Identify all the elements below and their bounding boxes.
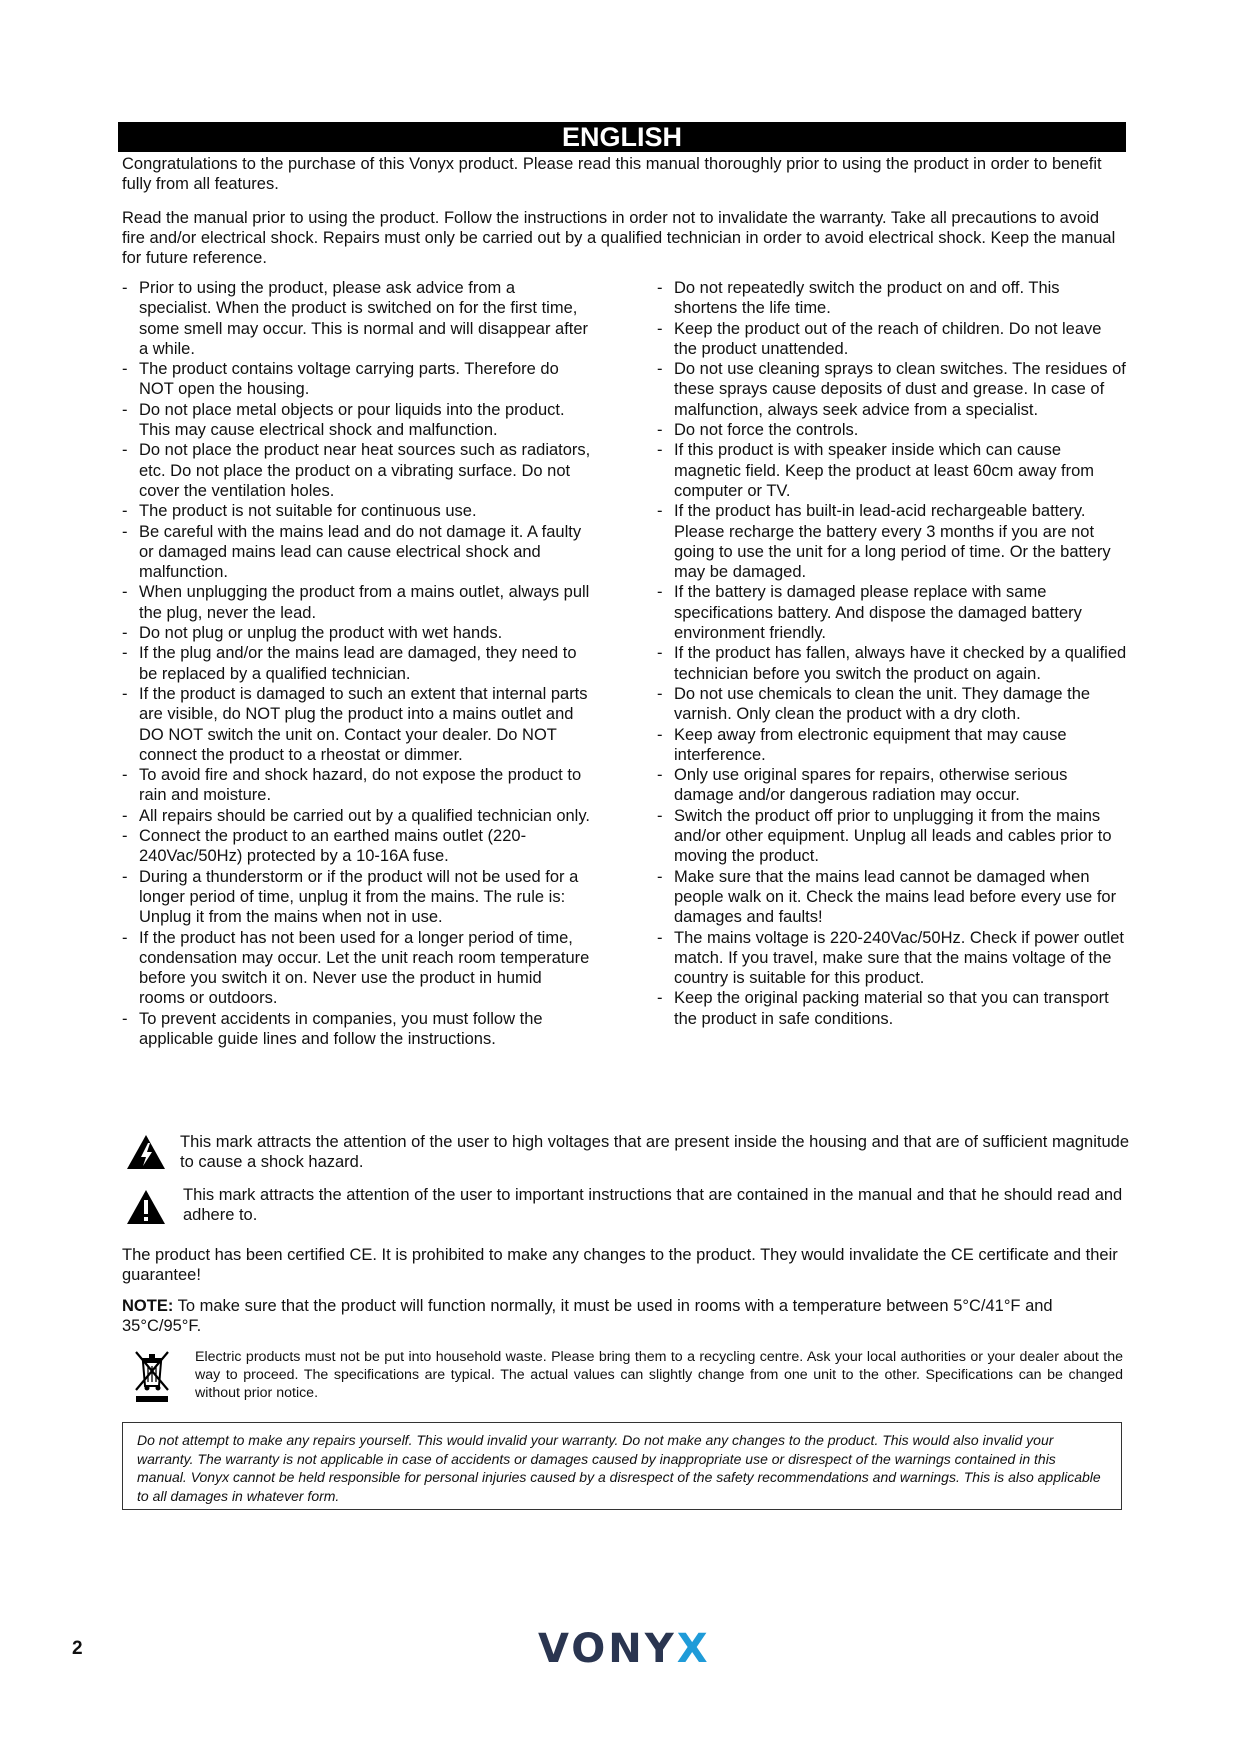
instruction-item: - The product is not suitable for continuous use.: [122, 501, 592, 521]
instruction-item: - If the product has not been used for a longer period of time, condensation may occur. Let the unit reach room temperature before you switch it on. Never use the product in humid rooms or outdoors.: [122, 928, 592, 1009]
instruction-item: - Do not plug or unplug the product with wet hands.: [122, 623, 592, 643]
weee-bin-icon: [130, 1346, 175, 1406]
instruction-item: - To prevent accidents in companies, you must follow the applicable guide lines and follow the instructions.: [122, 1009, 592, 1050]
logo-x-mark: X: [676, 1626, 711, 1672]
weee-disposal-text: Electric products must not be put into household waste. Please bring them to a recycling centre. Ask your local authorities or your dealer about the way to proceed. The specifications are typical. The actual values can slightly change from one unit to the other. Specifications can be changed without prior notice.: [195, 1349, 1123, 1401]
instruction-item: - When unplugging the product from a mains outlet, always pull the plug, never the lead.: [122, 582, 592, 623]
section-header: ENGLISH: [118, 122, 1126, 152]
instruction-item: - Be careful with the mains lead and do not damage it. A faulty or damaged mains lead can cause electrical shock and malfunction.: [122, 522, 592, 583]
note-label: NOTE:: [122, 1297, 174, 1315]
instruction-item: - Prior to using the product, please ask advice from a specialist. When the product is switched on for the first time, some smell may occur. This is normal and will disappear after a while.: [122, 278, 592, 359]
instruction-item: - If the product has fallen, always have it checked by a qualified technician before you switch the product on again.: [657, 643, 1127, 684]
vonyx-logo: [538, 1626, 711, 1670]
instruction-item: - The product contains voltage carrying parts. Therefore do NOT open the housing.: [122, 359, 592, 400]
high-voltage-warning-icon: [126, 1134, 166, 1170]
important-mark-text: This mark attracts the attention of the user to important instructions that are contained in the manual and that he should read and adhere to.: [183, 1186, 1123, 1224]
note-paragraph: [122, 1296, 1122, 1336]
instruction-item: - If the product is damaged to such an extent that internal parts are visible, do NOT plug the product into a mains outlet and DO NOT switch the unit on. Contact your dealer. Do NOT connect the product to a rheostat or dimmer.: [122, 684, 592, 765]
instruction-item: - All repairs should be carried out by a qualified technician only.: [122, 806, 592, 826]
note-text: To make sure that the product will function normally, it must be used in rooms with a temperature between 5°C/41°F and 35°C/95°F.: [122, 1297, 1053, 1335]
ce-certification-text: The product has been certified CE. It is prohibited to make any changes to the product. They would invalidate the CE certificate and their guarantee!: [122, 1246, 1118, 1284]
instructions-right-column: [657, 278, 1127, 1029]
instruction-item: - Switch the product off prior to unplugging it from the mains and/or other equipment. Unplug all leads and cables prior to moving the product.: [657, 806, 1127, 867]
instruction-item: - Do not use cleaning sprays to clean switches. The residues of these sprays cause deposits of dust and grease. In case of malfunction, always seek advice from a specialist.: [657, 359, 1127, 420]
instruction-item: - The mains voltage is 220-240Vac/50Hz. Check if power outlet match. If you travel, make sure that the mains voltage of the country is suitable for this product.: [657, 928, 1127, 989]
warranty-disclaimer-box: Do not attempt to make any repairs yourself. This would invalid your warranty. Do not make any changes to the product. This would also invalid your warranty. The warranty is not applicable in case of accidents or damages caused by inappropriate use or disrespect of the warnings contained in this manual. Vonyx cannot be held responsible for personal injuries caused by a disrespect of the safety recommendations and warnings. This is also applicable to all damages in whatever form.: [122, 1422, 1122, 1510]
high-voltage-mark-text: This mark attracts the attention of the user to high voltages that are present inside the housing and that are of sufficient magnitude to cause a shock hazard.: [180, 1133, 1130, 1171]
intro-paragraph-1: Congratulations to the purchase of this Vonyx product. Please read this manual thoroughly prior to using the product in order to benefit fully from all features.: [122, 155, 1102, 193]
instruction-item: - Keep away from electronic equipment that may cause interference.: [657, 725, 1127, 766]
instruction-item: - Keep the original packing material so that you can transport the product in safe conditions.: [657, 988, 1127, 1029]
instruction-item: - Do not place metal objects or pour liquids into the product. This may cause electrical shock and malfunction.: [122, 400, 592, 441]
instruction-item: - Do not use chemicals to clean the unit. They damage the varnish. Only clean the product with a dry cloth.: [657, 684, 1127, 725]
page-number: 2: [72, 1638, 83, 1659]
instruction-item: - Connect the product to an earthed mains outlet (220-240Vac/50Hz) protected by a 10-16A fuse.: [122, 826, 592, 867]
instruction-item: - Make sure that the mains lead cannot be damaged when people walk on it. Check the mains lead before every use for damages and faults!: [657, 867, 1127, 928]
instruction-item: - Do not force the controls.: [657, 420, 1127, 440]
intro-paragraph-2: Read the manual prior to using the product. Follow the instructions in order not to invalidate the warranty. Take all precautions to avoid fire and/or electrical shock. Repairs must only be carried out by a qualified technician in order to avoid electrical shock. Keep the manual for future reference.: [122, 209, 1116, 267]
logo-wordmark: VONY: [538, 1626, 677, 1672]
instructions-left-column: [122, 278, 592, 1049]
instruction-item: - During a thunderstorm or if the product will not be used for a longer period of time, unplug it from the mains. The rule is: Unplug it from the mains when not in use.: [122, 867, 592, 928]
instruction-item: - To avoid fire and shock hazard, do not expose the product to rain and moisture.: [122, 765, 592, 806]
instruction-item: - Only use original spares for repairs, otherwise serious damage and/or dangerous radiation may occur.: [657, 765, 1127, 806]
instruction-item: - If the plug and/or the mains lead are damaged, they need to be replaced by a qualified technician.: [122, 643, 592, 684]
instruction-item: - If this product is with speaker inside which can cause magnetic field. Keep the product at least 60cm away from computer or TV.: [657, 440, 1127, 501]
instruction-item: - If the battery is damaged please replace with same specifications battery. And dispose the damaged battery environment friendly.: [657, 582, 1127, 643]
instruction-item: - If the product has built-in lead-acid rechargeable battery. Please recharge the battery every 3 months if you are not going to use the unit for a long period of time. Or the battery may be damaged.: [657, 501, 1127, 582]
instruction-item: - Keep the product out of the reach of children. Do not leave the product unattended.: [657, 319, 1127, 360]
instruction-item: - Do not place the product near heat sources such as radiators, etc. Do not place the product on a vibrating surface. Do not cover the ventilation holes.: [122, 440, 592, 501]
instruction-item: - Do not repeatedly switch the product on and off. This shortens the life time.: [657, 278, 1127, 319]
exclamation-warning-icon: [126, 1189, 166, 1225]
